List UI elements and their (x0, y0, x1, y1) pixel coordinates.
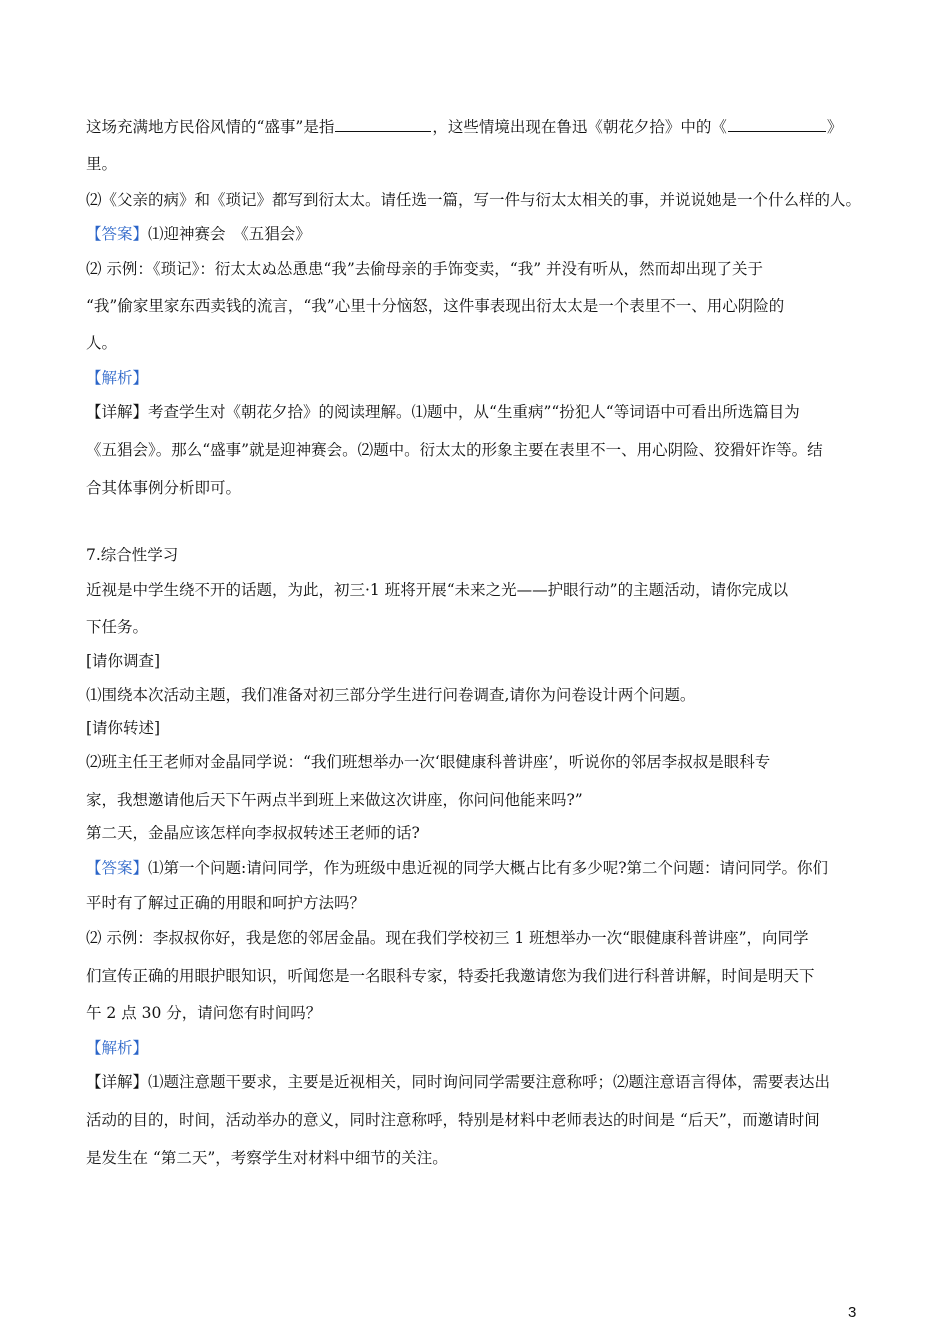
question-2: ⑵《父亲的病》和《琐记》都写到衍太太。请任选一篇，写一件与衍太太相关的事，并说说她是一个什么样的人。 (86, 191, 862, 209)
text-segment: 》 (826, 118, 843, 136)
answer-line: 们宣传正确的用眼护眼知识，听闻您是一名眼科专家，特委托我邀请您为我们进行科普讲解，时间是明天下 (86, 967, 815, 985)
task-heading: [请你调查] (86, 652, 161, 670)
intro-line: 下任务。 (86, 618, 149, 636)
detail-line: 活动的目的，时间，活动举办的意义，同时注意称呼，特别是材料中老师表达的时间是 “后天”，而邀请时间 (86, 1111, 820, 1129)
task-heading: [请你转述] (86, 719, 161, 737)
answer-text: ⑴第一个问题:请问同学，作为班级中患近视的同学大概占比有多少呢?第二个问题：请问同学。你们 (148, 859, 829, 877)
answer-line: “我”偷家里家东西卖钱的流言，“我”心里十分恼怒，这件事表现出衍太太是一个表里不一、用心阴险的 (86, 297, 785, 315)
task-question: 家，我想邀请他后天下午两点半到班上来做这次讲座，你问问他能来吗?” (86, 791, 583, 809)
answer-line (86, 858, 886, 878)
task-question: 第二天，金晶应该怎样向李叔叔转述王老师的话? (86, 824, 420, 842)
answer-line: 午 2 点 30 分，请问您有时间吗？ (86, 1004, 322, 1022)
detail-tag: 【详解】 (86, 403, 149, 421)
intro-line: 近视是中学生绕不开的话题，为此，初三·1 班将开展“未来之光——护眼行动”的主题活动，请你完成以 (86, 581, 789, 599)
detail-tag: 【详解】 (86, 1073, 149, 1091)
answer-tag: 【答案】 (86, 859, 149, 877)
detail-line: 《五猖会》。那么“盛事”就是迎神赛会。⑵题中。衍太太的形象主要在表里不一、用心阴险、狡猾奸诈等。结 (86, 441, 823, 459)
answer-line: ⑵ 示例：李叔叔你好，我是您的邻居金晶。现在我们学校初三 1 班想举办一次“眼健康科普讲座”，向同学 (86, 929, 809, 947)
detail-line (86, 1072, 886, 1092)
text-segment: 这场充满地方民俗风情的“盛事”是指 (86, 118, 335, 136)
detail-text: 考查学生对《朝花夕拾》的阅读理解。⑴题中，从“生重病”“扮犯人“等词语中可看出所选篇目为 (148, 403, 800, 421)
answer-line: 平时有了解过正确的用眼和呵护方法吗？ (86, 894, 366, 912)
answer-text: ⑴迎神赛会 《五猖会》 (148, 225, 311, 243)
answer-blank-1 (335, 116, 431, 132)
answer-blank-2 (728, 116, 826, 132)
analysis-tag: 【解析】 (86, 1039, 149, 1057)
answer-tag: 【答案】 (86, 225, 149, 243)
section-title: 7.综合性学习 (86, 546, 179, 564)
page-number: 3 (848, 1304, 857, 1321)
detail-text: ⑴题注意题干要求，主要是近视相关，同时询问同学需要注意称呼；⑵题注意语言得体，需要表达出 (148, 1073, 831, 1091)
task-question: ⑵班主任王老师对金晶同学说：“我们班想举办一次‘眼健康科普讲座’，听说你的邻居李叔叔是眼科专 (86, 753, 771, 771)
answer-line: ⑵ 示例：《琐记》：衍太太ぬ怂恿患“我”去偷母亲的手饰变卖，“我” 并没有听从，然而却出现了关于 (86, 260, 764, 278)
analysis-tag: 【解析】 (86, 369, 149, 387)
text-segment: ，这些情境出现在鲁迅《朝花夕拾》中的《 (432, 118, 727, 136)
detail-line (86, 402, 886, 422)
answer-line: 人。 (86, 334, 118, 352)
detail-line: 是发生在 “第二天”，考察学生对材料中细节的关注。 (86, 1149, 448, 1167)
detail-line: 合其体事例分析即可。 (86, 479, 242, 497)
answer-line (86, 224, 886, 244)
fill-blank-line (86, 116, 886, 137)
text-line: 里。 (86, 155, 118, 173)
task-question: ⑴围绕本次活动主题，我们准备对初三部分学生进行问卷调查,请你为问卷设计两个问题。 (86, 686, 696, 704)
